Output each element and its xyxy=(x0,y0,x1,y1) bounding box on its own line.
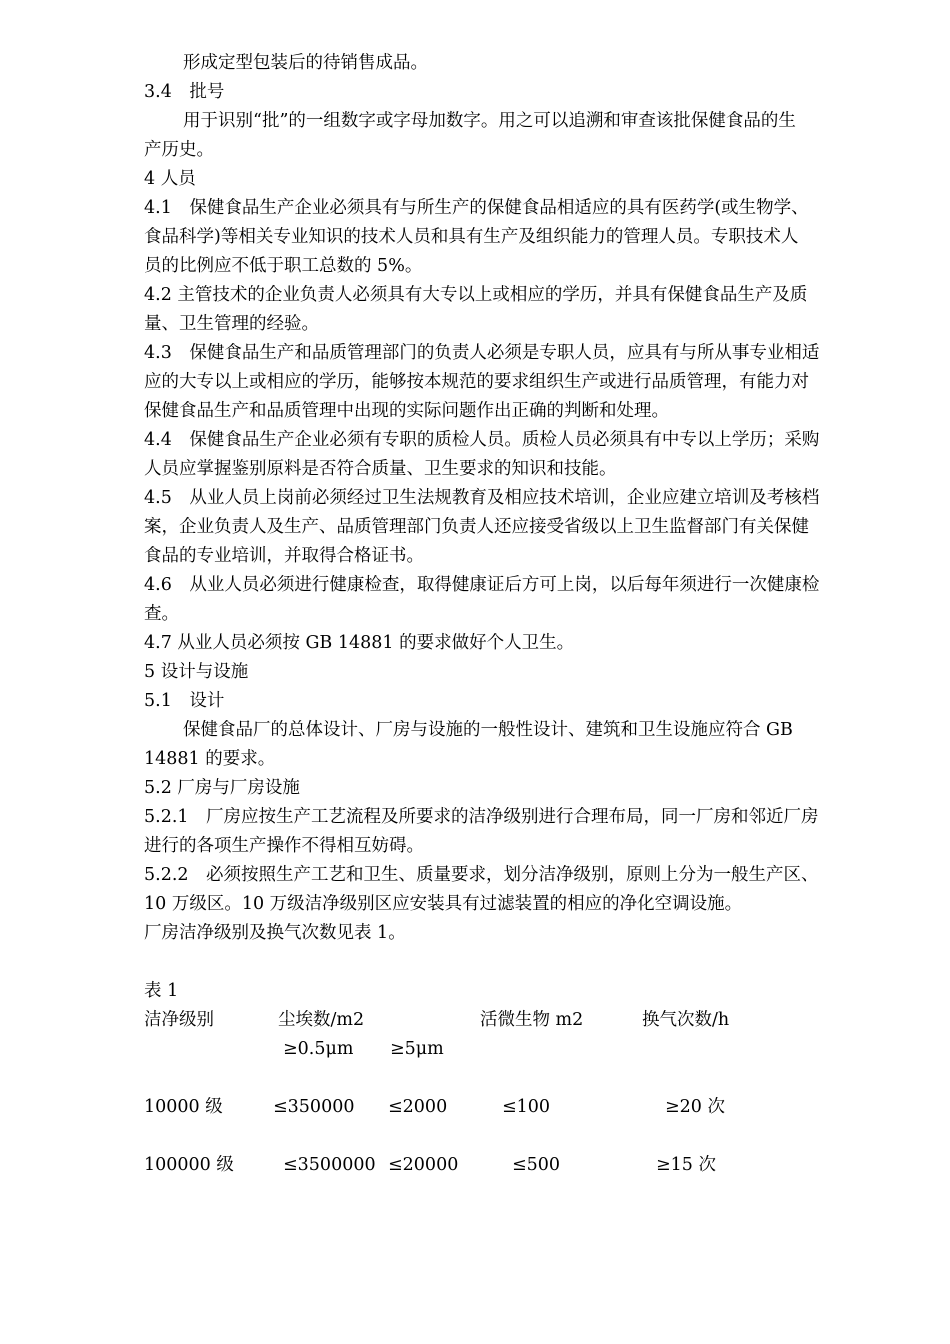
table-header-cell: 尘埃数/m2 xyxy=(278,1010,365,1030)
paragraph-line: 进行的各项生产操作不得相互妨碍。 xyxy=(144,836,424,856)
table-cell: ≥15 次 xyxy=(656,1155,716,1175)
paragraph-line: 应的大专以上或相应的学历，能够按本规范的要求组织生产或进行品质管理，有能力对 xyxy=(144,372,809,392)
table-cell: ≤3500000 xyxy=(283,1155,376,1175)
paragraph-line: 14881 的要求。 xyxy=(144,749,276,769)
section-heading: 4 人员 xyxy=(144,169,196,189)
table-subheader-cell: ≥0.5μm xyxy=(283,1039,354,1059)
paragraph-line: 食品的专业培训，并取得合格证书。 xyxy=(144,546,424,566)
table-caption: 表 1 xyxy=(144,981,179,1001)
table-cell: 10000 级 xyxy=(144,1097,223,1117)
table-cell: ≤20000 xyxy=(388,1155,459,1175)
table-header-cell: 洁净级别 xyxy=(144,1010,214,1030)
paragraph-line: 4.6 从业人员必须进行健康检查，取得健康证后方可上岗，以后每年须进行一次健康检 xyxy=(144,575,820,595)
table-cell: ≥20 次 xyxy=(665,1097,725,1117)
table-cell: ≤350000 xyxy=(273,1097,355,1117)
paragraph-line: 产历史。 xyxy=(144,140,214,160)
paragraph-line: 保健食品生产和品质管理中出现的实际问题作出正确的判断和处理。 xyxy=(144,401,669,421)
table-subheader-cell: ≥5μm xyxy=(390,1039,444,1059)
paragraph-line: 4.4 保健食品生产企业必须有专职的质检人员。质检人员必须具有中专以上学历；采购 xyxy=(144,430,820,450)
section-heading: 3.4 批号 xyxy=(144,82,225,102)
paragraph-line: 4.1 保健食品生产企业必须具有与所生产的保健食品相适应的具有医药学(或生物学、 xyxy=(144,198,809,218)
paragraph-line: 员的比例应不低于职工总数的 5%。 xyxy=(144,256,423,276)
section-heading: 5.1 设计 xyxy=(144,691,225,711)
paragraph-line: 4.5 从业人员上岗前必须经过卫生法规教育及相应技术培训，企业应建立培训及考核档 xyxy=(144,488,820,508)
paragraph-line: 保健食品厂的总体设计、厂房与设施的一般性设计、建筑和卫生设施应符合 GB xyxy=(183,720,793,740)
paragraph-line: 查。 xyxy=(144,604,179,624)
table-header-cell: 换气次数/h xyxy=(642,1010,730,1030)
table-cell: 100000 级 xyxy=(144,1155,234,1175)
paragraph-line: 4.3 保健食品生产和品质管理部门的负责人必须是专职人员，应具有与所从事专业相适 xyxy=(144,343,820,363)
paragraph-line: 量、卫生管理的经验。 xyxy=(144,314,319,334)
section-heading: 5 设计与设施 xyxy=(144,662,249,682)
paragraph-line: 人员应掌握鉴别原料是否符合质量、卫生要求的知识和技能。 xyxy=(144,459,617,479)
paragraph-line: 形成定型包装后的待销售成品。 xyxy=(183,53,428,73)
table-cell: ≤500 xyxy=(512,1155,561,1175)
table-cell: ≤100 xyxy=(502,1097,551,1117)
paragraph-line: 案，企业负责人及生产、品质管理部门负责人还应接受省级以上卫生监督部门有关保健 xyxy=(144,517,809,537)
table-header-cell: 活微生物 m2 xyxy=(480,1010,584,1030)
paragraph-line: 5.2.1 厂房应按生产工艺流程及所要求的洁净级别进行合理布局，同一厂房和邻近厂房 xyxy=(144,807,819,827)
paragraph-line: 用于识别“批”的一组数字或字母加数字。用之可以追溯和审查该批保健食品的生 xyxy=(183,111,796,131)
section-heading: 5.2 厂房与厂房设施 xyxy=(144,778,300,798)
paragraph-line: 5.2.2 必须按照生产工艺和卫生、质量要求，划分洁净级别，原则上分为一般生产区、 xyxy=(144,865,819,885)
paragraph-line: 4.7 从业人员必须按 GB 14881 的要求做好个人卫生。 xyxy=(144,633,575,653)
paragraph-line: 10 万级区。10 万级洁净级别区应安装具有过滤装置的相应的净化空调设施。 xyxy=(144,894,743,914)
paragraph-line: 食品科学)等相关专业知识的技术人员和具有生产及组织能力的管理人员。专职技术人 xyxy=(144,227,799,247)
paragraph-line: 4.2 主管技术的企业负责人必须具有大专以上或相应的学历，并具有保健食品生产及质 xyxy=(144,285,808,305)
table-cell: ≤2000 xyxy=(388,1097,448,1117)
paragraph-line: 厂房洁净级别及换气次数见表 1。 xyxy=(144,923,406,943)
